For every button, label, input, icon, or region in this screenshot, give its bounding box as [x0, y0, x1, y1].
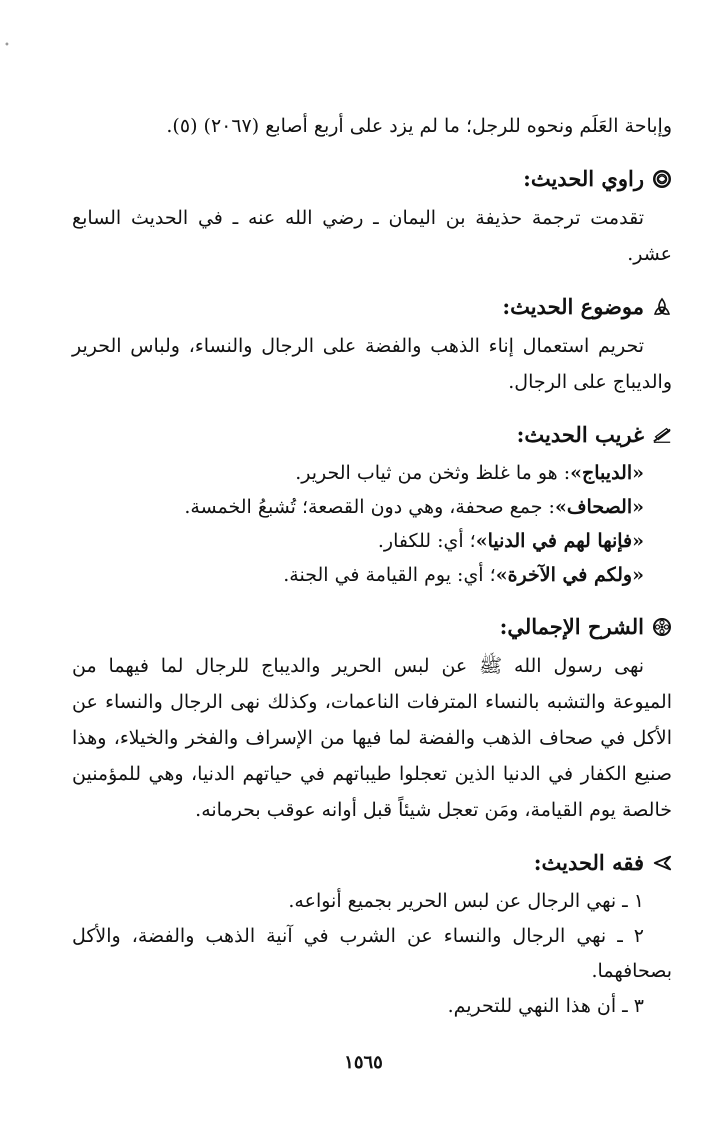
definition-separator: :: [542, 496, 555, 518]
definition-row: [72, 524, 672, 558]
definition-separator: ؛: [463, 530, 476, 552]
definition-meaning: أي: للكفار.: [377, 530, 464, 552]
narrator-title: راوي الحديث:: [523, 166, 644, 191]
strange-title: غريب الحديث:: [516, 422, 644, 447]
subject-heading: [72, 290, 672, 324]
definition-meaning: جمع صحفة، وهي دون القصعة؛ تُشبعُ الخمسة.: [184, 496, 543, 518]
narrator-text: تقدمت ترجمة حذيفة بن اليمان ـ رضي الله عنه ـ في الحديث السابع عشر.: [72, 207, 672, 265]
fiqh-heading: [72, 846, 672, 880]
narrator-heading: [72, 162, 672, 196]
definition-row: [72, 490, 672, 524]
opening-line: وإباحة العَلَم ونحوه للرجل؛ ما لم يزد على أربع أصابع (٢٠٦٧) (٥).: [166, 115, 672, 137]
definition-term: «فإنها لهم في الدنيا»: [475, 530, 644, 552]
list-item: ١ ـ نهي الرجال عن لبس الحرير بجميع أنواعه.: [288, 890, 644, 912]
list-item: ٣ ـ أن هذا النهي للتحريم.: [447, 995, 644, 1017]
summary-text: نهى رسول الله ﷺ عن لبس الحرير والديباج للرجال لما فيهما من الميوعة والتشبه بالنساء المترفات الناعمات، وكذلك نهى الرجال والنساء عن الأكل في صحاف الذهب والفضة لما فيها من الإسراف والفخر والخيلاء، وهذا صنيع الكفار في الدنيا الذين تعجلوا طيباتهم في حياتهم الدنيا، وهي للمؤمنين خالصة يوم القيامة، ومَن تعجل شيئاً قبل أوانه عوقب بحرمانه.: [72, 655, 672, 821]
definition-term: «الصحاف»: [554, 496, 644, 518]
definition-separator: :: [557, 462, 571, 484]
strange-heading: [72, 418, 672, 452]
arrow-left-icon: [652, 853, 672, 873]
flower-medallion-icon: [652, 617, 672, 637]
subject-text: تحريم استعمال إناء الذهب والفضة على الرجال والنساء، ولباس الحرير والديباج على الرجال.: [72, 335, 672, 393]
definition-term: «ولكم في الآخرة»: [495, 564, 644, 586]
page-number: ١٥٦٥: [344, 1052, 383, 1073]
pen-writing-icon: [652, 425, 672, 445]
subject-title: موضوع الحديث:: [502, 294, 644, 319]
list-item: ٢ ـ نهي الرجال والنساء عن الشرب في آنية الذهب والفضة، والأكل بصحافهما.: [72, 925, 672, 982]
margin-mark: •: [4, 40, 10, 51]
page-body: [72, 108, 672, 1024]
summary-heading: [72, 610, 672, 644]
definition-term: «الديباج»: [570, 462, 644, 484]
definition-separator: ؛: [483, 564, 496, 586]
definition-row: [72, 456, 672, 490]
triquetra-icon: [652, 297, 672, 317]
fiqh-title: فقه الحديث:: [533, 850, 644, 875]
definition-meaning: هو ما غلظ وثخن من ثياب الحرير.: [295, 462, 558, 484]
circled-knot-icon: [652, 169, 672, 189]
definition-meaning: أي: يوم القيامة في الجنة.: [283, 564, 484, 586]
summary-title: الشرح الإجمالي:: [499, 614, 644, 639]
definition-row: [72, 558, 672, 592]
